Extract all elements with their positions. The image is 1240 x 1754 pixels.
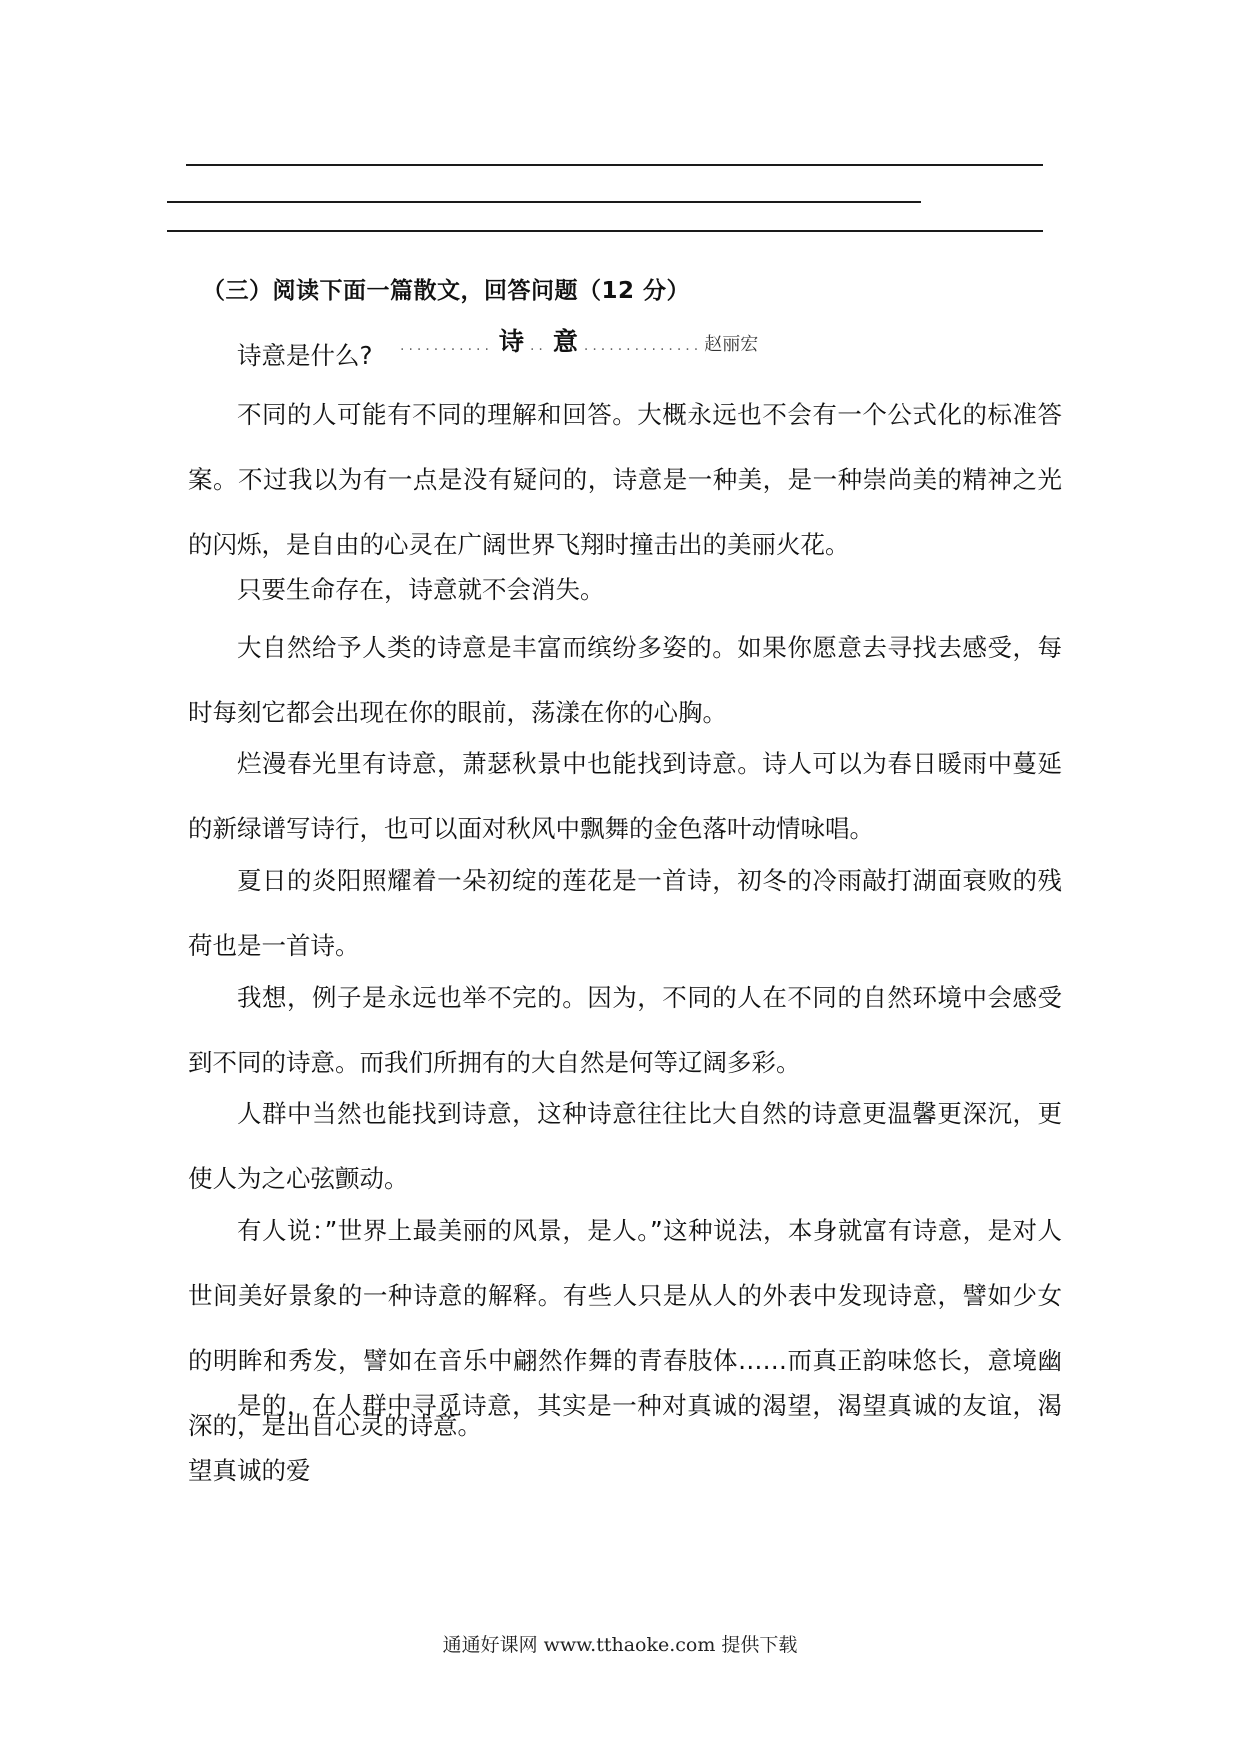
title-leader-dots: ...........: [400, 338, 493, 354]
essay-title-char-2: 意: [552, 327, 578, 356]
essay-paragraph: 大自然给予人类的诗意是丰富而缤纷多姿的。如果你愿意去寻找去感受，每时每刻它都会出现在你的眼前，荡漾在你的心胸。: [188, 633, 1062, 727]
essay-paragraph: 诗意是什么?: [237, 341, 373, 370]
title-leader-dots: ..: [529, 338, 547, 354]
essay-paragraph: 人群中当然也能找到诗意，这种诗意往往比大自然的诗意更温馨更深沉，更使人为之心弦颤动。: [188, 1099, 1062, 1193]
title-leader-dots: ..............: [583, 338, 703, 354]
essay-paragraph: 不同的人可能有不同的理解和回答。大概永远也不会有一个公式化的标准答案。不过我以为有一点是没有疑问的，诗意是一种美，是一种崇尚美的精神之光的闪烁，是自由的心灵在广阔世界飞翔时撞击出的美丽火花。: [188, 400, 1062, 559]
answer-line-3: [167, 230, 1043, 232]
section-heading: （三）阅读下面一篇散文，回答问题（12 分）: [202, 278, 691, 304]
page-footer: 通通好课网 www.tthaoke.com 提供下载: [442, 1634, 798, 1656]
essay-paragraph: 烂漫春光里有诗意，萧瑟秋景中也能找到诗意。诗人可以为春日暖雨中蔓延的新绿谱写诗行，也可以面对秋风中飘舞的金色落叶动情咏唱。: [188, 749, 1062, 843]
answer-line-2: [167, 201, 921, 203]
essay-title-char-1: 诗: [498, 327, 524, 356]
essay-paragraph: 有人说：”世界上最美丽的风景，是人。”这种说法，本身就富有诗意，是对人世间美好景象的一种诗意的解释。有些人只是从人的外表中发现诗意，譬如少女的明眸和秀发，譬如在音乐中翩然作舞的青春肢体……而真正韵味悠长，意境幽深的，是出自心灵的诗意。: [188, 1216, 1062, 1440]
essay-paragraph: 我想，例子是永远也举不完的。因为，不同的人在不同的自然环境中会感受到不同的诗意。而我们所拥有的大自然是何等辽阔多彩。: [188, 983, 1062, 1077]
answer-line-1: [186, 164, 1043, 166]
essay-paragraph: 夏日的炎阳照耀着一朵初绽的莲花是一首诗，初冬的冷雨敲打湖面衰败的残荷也是一首诗。: [188, 866, 1062, 960]
essay-paragraph: 只要生命存在，诗意就不会消失。: [237, 575, 605, 604]
essay-author: 赵丽宏: [704, 334, 759, 355]
essay-paragraph: 是的，在人群中寻觅诗意，其实是一种对真诚的渴望，渴望真诚的友谊，渴望真诚的爱: [188, 1391, 1062, 1485]
